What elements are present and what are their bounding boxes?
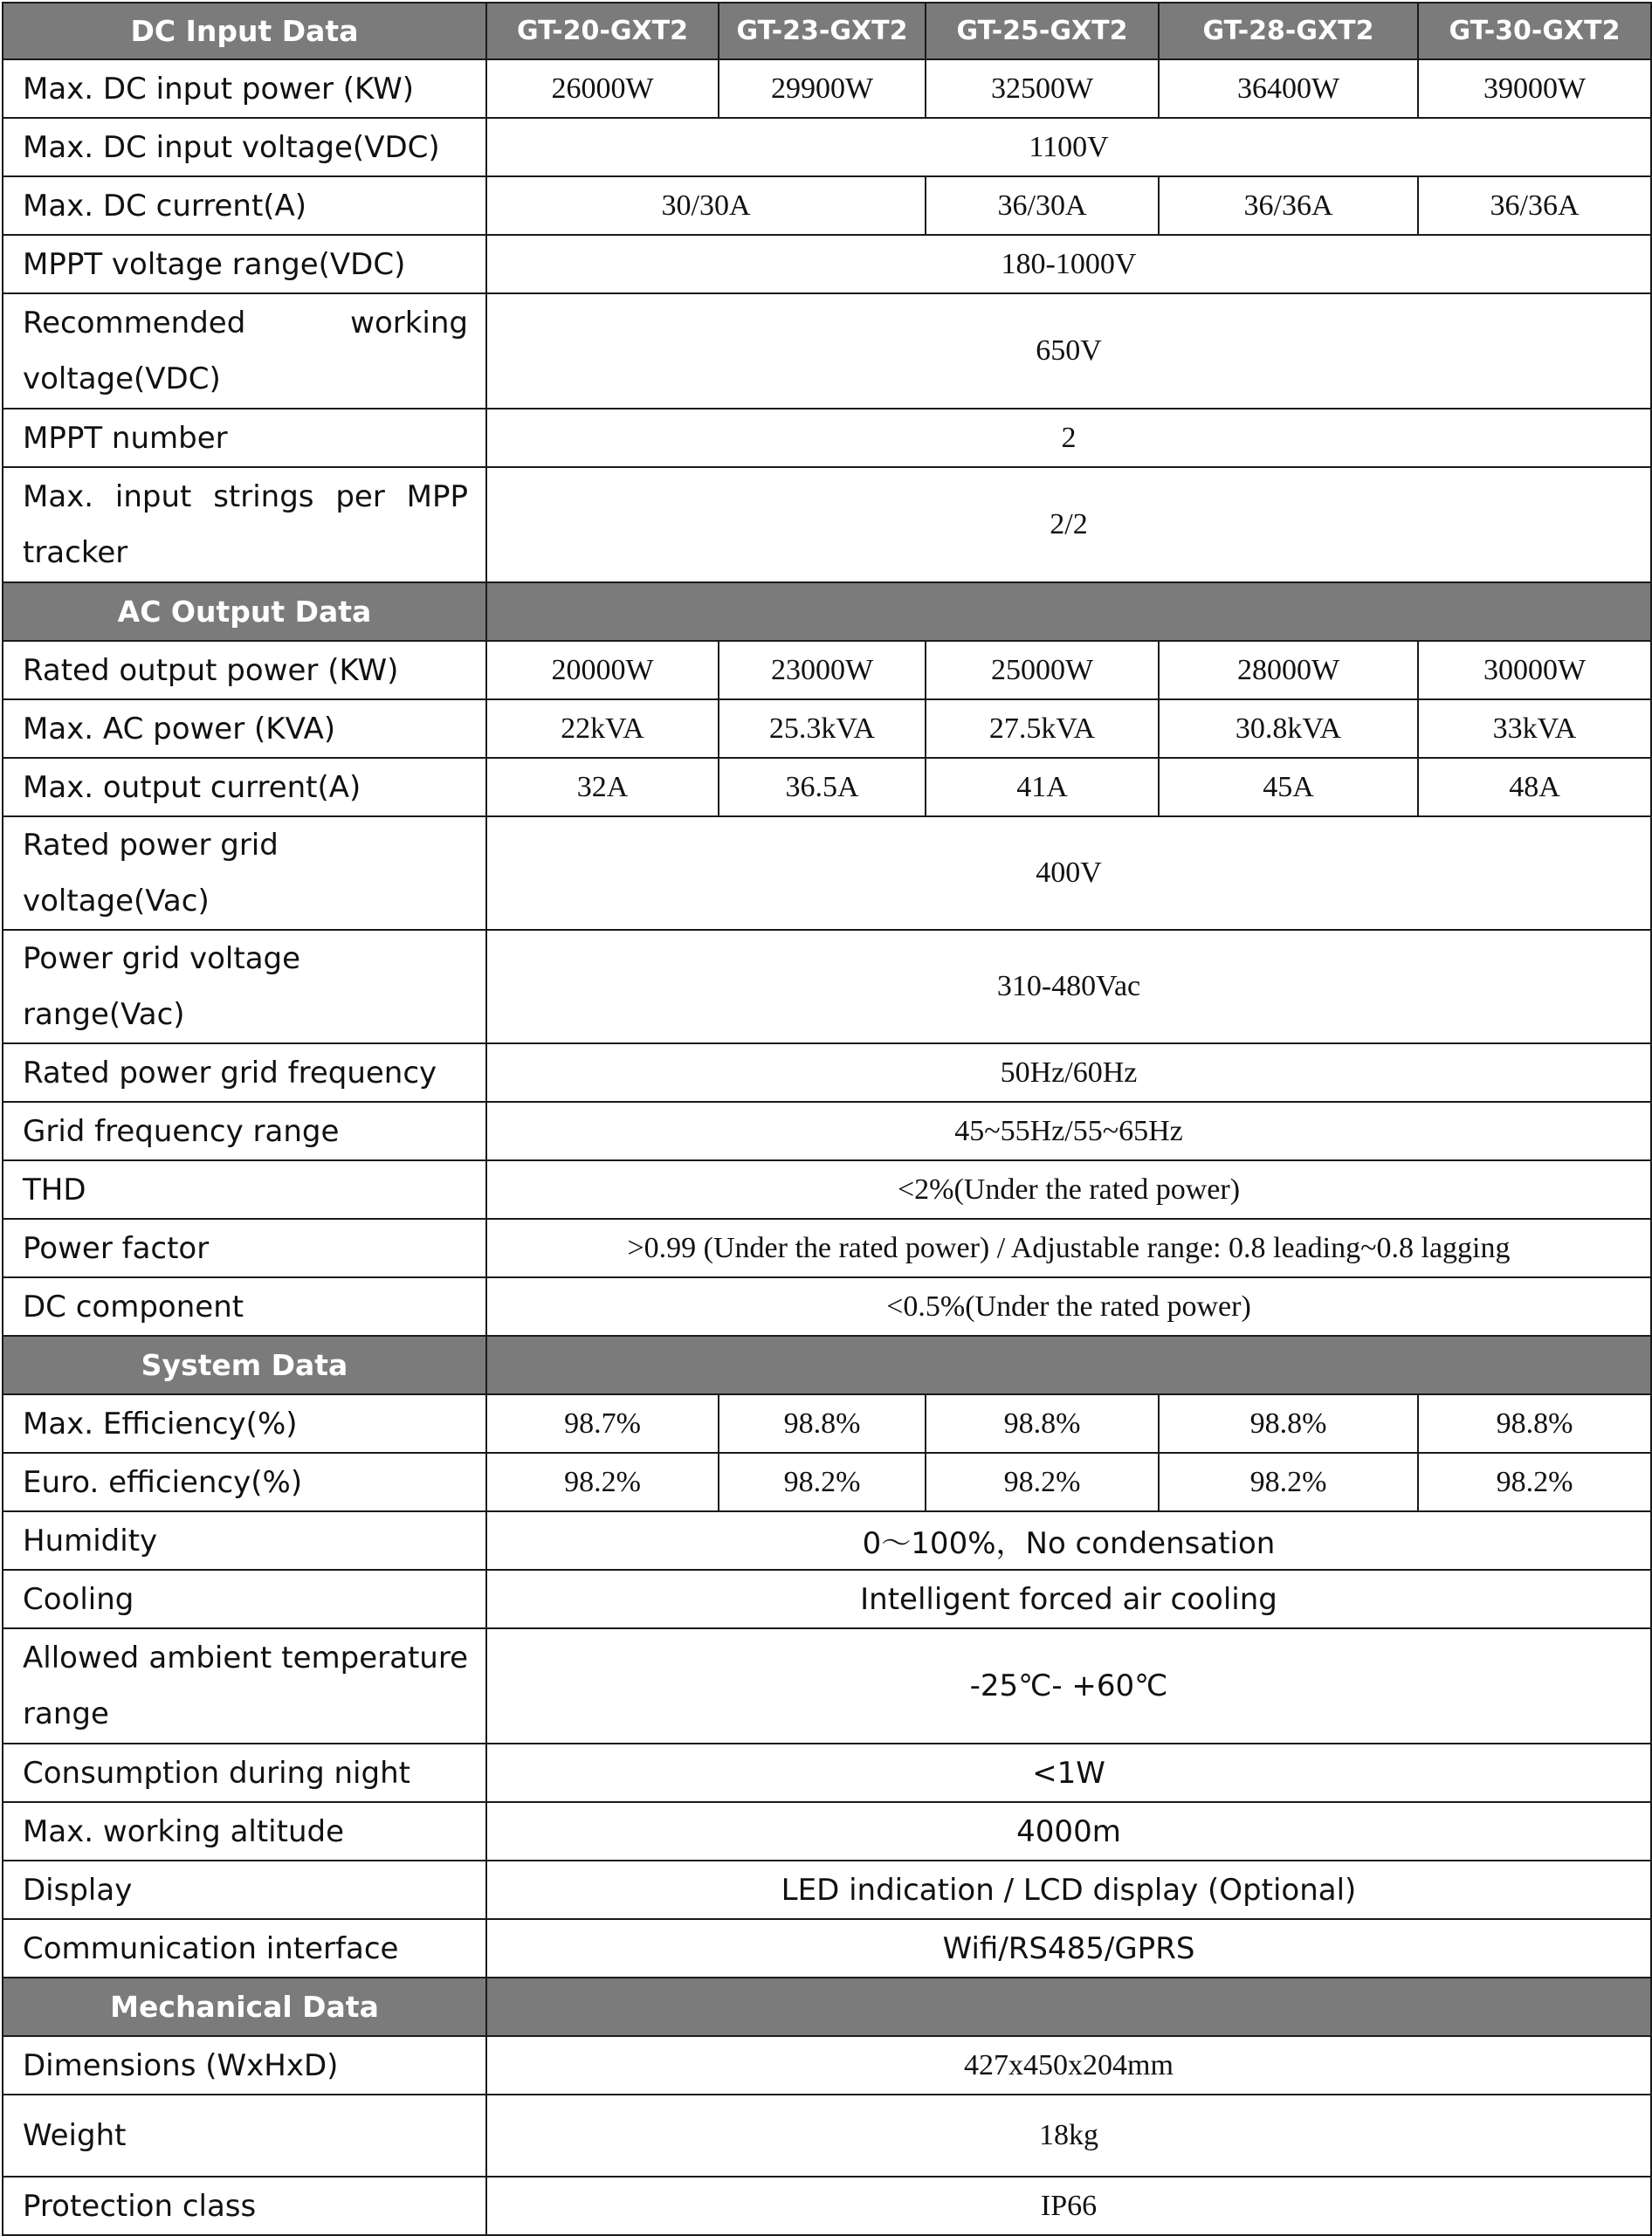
row-label: Humidity: [3, 1511, 486, 1570]
cell-value: 98.2%: [1159, 1453, 1418, 1511]
row-label: Rated power grid voltage(Vac): [3, 816, 486, 930]
row-label: Max. Efficiency(%): [3, 1394, 486, 1453]
model-header: GT-25-GXT2: [926, 3, 1159, 59]
cell-value: 427x450x204mm: [486, 2036, 1651, 2095]
table-row: [3, 1861, 1651, 1919]
ac-output-header-row: [3, 582, 1651, 641]
row-label: Consumption during night: [3, 1744, 486, 1802]
row-label: MPPT number: [3, 409, 486, 467]
table-row: [3, 699, 1651, 758]
row-label: Power factor: [3, 1219, 486, 1277]
row-label: Grid frequency range: [3, 1102, 486, 1160]
cell-value: 2: [486, 409, 1651, 467]
table-row: [3, 1394, 1651, 1453]
cell-value: <1W: [486, 1744, 1651, 1802]
cell-value: 98.2%: [486, 1453, 719, 1511]
table-row: [3, 118, 1651, 176]
cell-value: >0.99 (Under the rated power) / Adjustable range: 0.8 leading~0.8 lagging: [486, 1219, 1651, 1277]
cell-value: 650V: [486, 293, 1651, 409]
row-label: THD: [3, 1160, 486, 1219]
row-label: Max. AC power (KVA): [3, 699, 486, 758]
mechanical-header-row: [3, 1978, 1651, 2036]
cell-value: 23000W: [719, 641, 926, 699]
cell-value: 20000W: [486, 641, 719, 699]
cell-value: 18kg: [486, 2095, 1651, 2177]
section-title-mechanical: Mechanical Data: [3, 1978, 486, 2036]
cell-value: 98.2%: [926, 1453, 1159, 1511]
row-label: Allowed ambient temperature range: [3, 1628, 486, 1744]
table-row: [3, 1277, 1651, 1336]
row-label: Communication interface: [3, 1919, 486, 1978]
section-header-fill: [486, 1336, 1651, 1394]
specification-table: [2, 2, 1652, 2236]
row-label: Power grid voltage range(Vac): [3, 930, 486, 1043]
row-label: Max. input strings per MPP tracker: [3, 467, 486, 582]
dc-input-header-row: [3, 3, 1651, 59]
section-title-dc-input: DC Input Data: [3, 3, 486, 59]
table-row: [3, 1919, 1651, 1978]
table-row: [3, 1102, 1651, 1160]
row-label: Recommended working voltage(VDC): [3, 293, 486, 409]
cell-value: 25000W: [926, 641, 1159, 699]
cell-value: 30000W: [1418, 641, 1651, 699]
row-label: Max. DC input power (KW): [3, 59, 486, 118]
cell-value: 32500W: [926, 59, 1159, 118]
row-label: DC component: [3, 1277, 486, 1336]
cell-value: 28000W: [1159, 641, 1418, 699]
cell-value: IP66: [486, 2177, 1651, 2235]
cell-value: 36.5A: [719, 758, 926, 816]
cell-value: 22kVA: [486, 699, 719, 758]
row-label: Max. output current(A): [3, 758, 486, 816]
section-header-fill: [486, 1978, 1651, 2036]
table-row: [3, 930, 1651, 1043]
cell-value: 41A: [926, 758, 1159, 816]
table-row: [3, 641, 1651, 699]
cell-value: 36/36A: [1418, 176, 1651, 235]
row-label: Dimensions (WxHxD): [3, 2036, 486, 2095]
model-header: GT-28-GXT2: [1159, 3, 1418, 59]
table-row: [3, 758, 1651, 816]
cell-value: 26000W: [486, 59, 719, 118]
cell-value: 98.2%: [1418, 1453, 1651, 1511]
cell-value: 98.8%: [719, 1394, 926, 1453]
row-label: Max. DC input voltage(VDC): [3, 118, 486, 176]
cell-value: -25℃- +60℃: [486, 1628, 1651, 1744]
table-row: [3, 235, 1651, 293]
cell-value: Wifi/RS485/GPRS: [486, 1919, 1651, 1978]
cell-value: 25.3kVA: [719, 699, 926, 758]
cell-value: 48A: [1418, 758, 1651, 816]
cell-value: 0～100%，No condensation: [486, 1511, 1651, 1570]
table-row: [3, 1628, 1651, 1744]
cell-value: 98.8%: [926, 1394, 1159, 1453]
table-row: [3, 1453, 1651, 1511]
cell-value: 98.8%: [1159, 1394, 1418, 1453]
cell-value: 32A: [486, 758, 719, 816]
table-row: [3, 1219, 1651, 1277]
table-row: [3, 409, 1651, 467]
cell-value: 98.7%: [486, 1394, 719, 1453]
cell-value: 180-1000V: [486, 235, 1651, 293]
cell-value: 98.8%: [1418, 1394, 1651, 1453]
cell-value: 45~55Hz/55~65Hz: [486, 1102, 1651, 1160]
section-title-ac-output: AC Output Data: [3, 582, 486, 641]
row-label: Weight: [3, 2095, 486, 2177]
table-row: [3, 1744, 1651, 1802]
cell-value: 39000W: [1418, 59, 1651, 118]
table-row: [3, 59, 1651, 118]
table-row: [3, 176, 1651, 235]
cell-value: 30.8kVA: [1159, 699, 1418, 758]
row-label: Rated power grid frequency: [3, 1043, 486, 1102]
cell-value: 50Hz/60Hz: [486, 1043, 1651, 1102]
section-header-fill: [486, 582, 1651, 641]
cell-value: 1100V: [486, 118, 1651, 176]
row-label: Euro. efficiency(%): [3, 1453, 486, 1511]
model-header: GT-30-GXT2: [1418, 3, 1651, 59]
table-row: [3, 816, 1651, 930]
table-row: [3, 2177, 1651, 2235]
cell-value: <2%(Under the rated power): [486, 1160, 1651, 1219]
cell-value: 27.5kVA: [926, 699, 1159, 758]
table-row: [3, 1043, 1651, 1102]
model-header: GT-20-GXT2: [486, 3, 719, 59]
cell-value: 36/36A: [1159, 176, 1418, 235]
cell-value: LED indication / LCD display (Optional): [486, 1861, 1651, 1919]
table-row: [3, 1570, 1651, 1628]
cell-value: 36/30A: [926, 176, 1159, 235]
system-header-row: [3, 1336, 1651, 1394]
table-row: [3, 2095, 1651, 2177]
table-row: [3, 467, 1651, 582]
row-label: MPPT voltage range(VDC): [3, 235, 486, 293]
cell-value: 30/30A: [486, 176, 926, 235]
cell-value: 400V: [486, 816, 1651, 930]
model-header: GT-23-GXT2: [719, 3, 926, 59]
table-row: [3, 1802, 1651, 1861]
cell-value: 45A: [1159, 758, 1418, 816]
row-label: Max. DC current(A): [3, 176, 486, 235]
row-label: Rated output power (KW): [3, 641, 486, 699]
cell-value: Intelligent forced air cooling: [486, 1570, 1651, 1628]
cell-value: 2/2: [486, 467, 1651, 582]
table-row: [3, 1160, 1651, 1219]
row-label: Protection class: [3, 2177, 486, 2235]
table-row: [3, 1511, 1651, 1570]
cell-value: 310-480Vac: [486, 930, 1651, 1043]
cell-value: 4000m: [486, 1802, 1651, 1861]
row-label: Display: [3, 1861, 486, 1919]
row-label: Cooling: [3, 1570, 486, 1628]
row-label: Max. working altitude: [3, 1802, 486, 1861]
table-row: [3, 2036, 1651, 2095]
cell-value: 36400W: [1159, 59, 1418, 118]
cell-value: <0.5%(Under the rated power): [486, 1277, 1651, 1336]
table-row: [3, 293, 1651, 409]
section-title-system: System Data: [3, 1336, 486, 1394]
cell-value: 29900W: [719, 59, 926, 118]
cell-value: 33kVA: [1418, 699, 1651, 758]
cell-value: 98.2%: [719, 1453, 926, 1511]
